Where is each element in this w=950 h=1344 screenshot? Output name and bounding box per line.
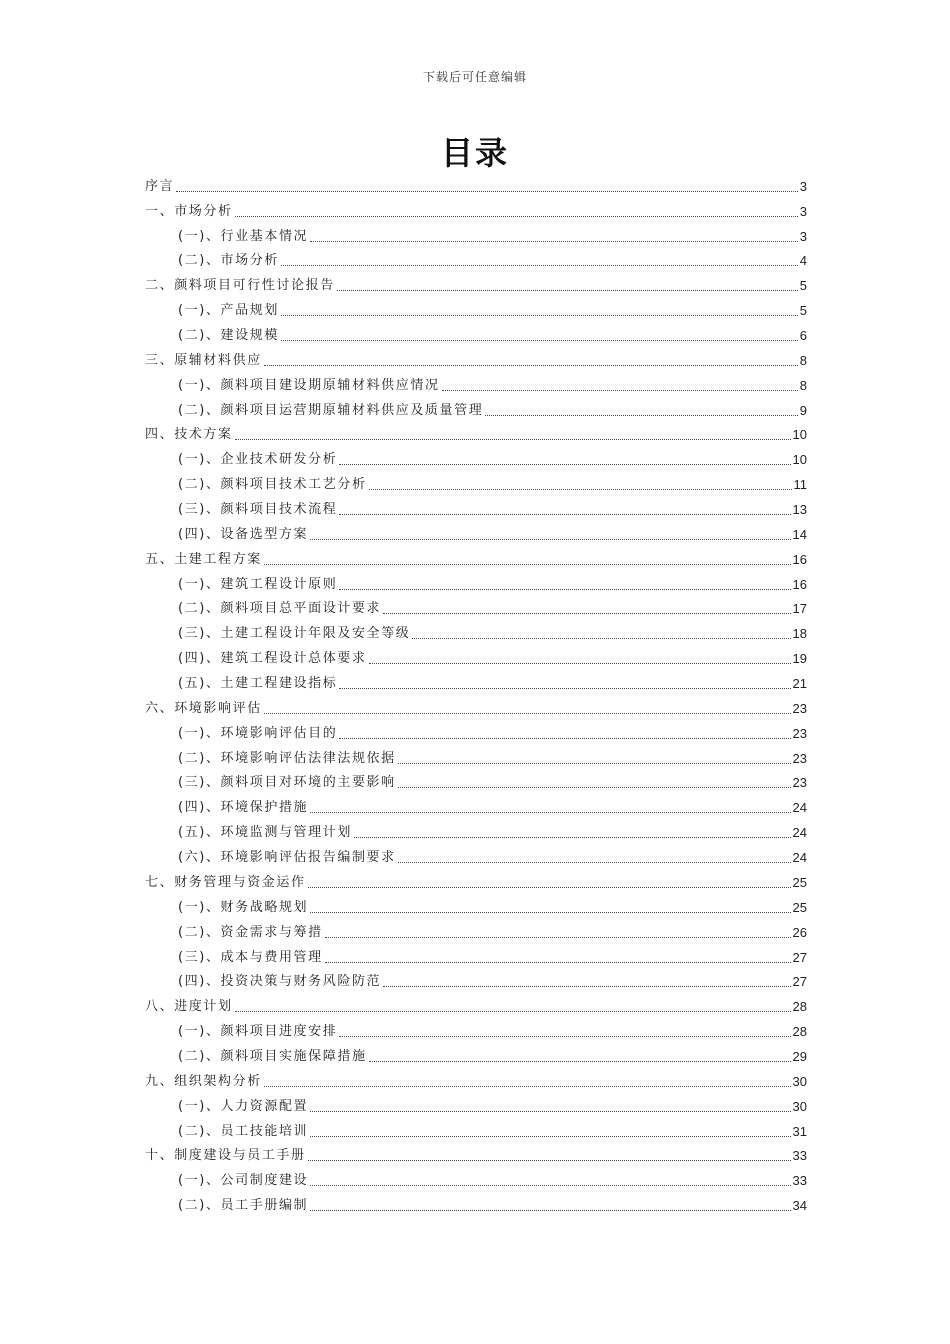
toc-entry-text: 九、组织架构分析 [145, 1073, 262, 1089]
toc-section-entry[interactable] [145, 472, 807, 497]
toc-page-number: 6 [799, 328, 807, 344]
toc-dot-leader [264, 364, 798, 366]
toc-dot-leader [398, 762, 791, 764]
toc-section-entry[interactable] [145, 920, 807, 945]
toc-dot-leader [310, 1135, 790, 1137]
toc-chapter-entry[interactable] [145, 547, 807, 572]
toc-dot-leader [310, 911, 790, 913]
toc-page-number: 19 [792, 651, 807, 667]
toc-entry-text: (二)、颜料项目运营期原辅材料供应及质量管理 [178, 402, 484, 418]
toc-page-number: 10 [792, 427, 807, 443]
toc-page-number: 29 [792, 1048, 807, 1064]
toc-entry-text: (五)、环境监测与管理计划 [178, 825, 352, 841]
toc-entry-text: 四、技术方案 [145, 427, 233, 443]
toc-section-entry[interactable] [145, 1168, 807, 1193]
toc-page-number: 18 [792, 626, 807, 642]
toc-section-entry[interactable] [145, 224, 807, 249]
toc-chapter-entry[interactable] [145, 423, 807, 448]
toc-entry-text: (五)、土建工程建设指标 [178, 676, 338, 692]
toc-dot-leader [383, 612, 790, 614]
toc-page-number: 23 [792, 750, 807, 766]
toc-page-number: 8 [799, 377, 807, 393]
toc-entry-text: (二)、建设规模 [178, 328, 279, 344]
toc-page-number: 13 [792, 502, 807, 518]
toc-chapter-entry[interactable] [145, 273, 807, 298]
toc-dot-leader [337, 289, 798, 291]
toc-page-number: 10 [792, 452, 807, 468]
toc-entry-text: (四)、设备选型方案 [178, 526, 309, 542]
toc-section-entry[interactable] [145, 1094, 807, 1119]
toc-page-number: 30 [792, 1098, 807, 1114]
toc-list [145, 174, 807, 1218]
toc-entry-text: (二)、员工手册编制 [178, 1198, 309, 1214]
toc-section-entry[interactable] [145, 373, 807, 398]
toc-entry-text: (四)、环境保护措施 [178, 800, 309, 816]
toc-dot-leader [176, 190, 798, 192]
toc-section-entry[interactable] [145, 746, 807, 771]
toc-entry-text: 七、财务管理与资金运作 [145, 874, 306, 890]
toc-section-entry[interactable] [145, 447, 807, 472]
toc-entry-text: (二)、资金需求与筹措 [178, 924, 323, 940]
toc-chapter-entry[interactable] [145, 870, 807, 895]
toc-page-number: 4 [799, 253, 807, 269]
toc-entry-text: (一)、颜料项目建设期原辅材料供应情况 [178, 377, 440, 393]
toc-dot-leader [235, 438, 791, 440]
toc-dot-leader [339, 463, 790, 465]
toc-entry-text: (四)、建筑工程设计总体要求 [178, 651, 367, 667]
toc-page-number: 27 [792, 949, 807, 965]
toc-entry-text: 六、环境影响评估 [145, 700, 262, 716]
toc-entry-text: (二)、颜料项目实施保障措施 [178, 1048, 367, 1064]
toc-page-number: 25 [792, 899, 807, 915]
toc-page-number: 5 [799, 278, 807, 294]
toc-page-number: 3 [799, 203, 807, 219]
toc-entry-text: 十、制度建设与员工手册 [145, 1148, 306, 1164]
toc-entry-text: (一)、公司制度建设 [178, 1173, 309, 1189]
toc-section-entry[interactable] [145, 522, 807, 547]
toc-page-number: 11 [793, 477, 807, 493]
toc-chapter-entry[interactable] [145, 696, 807, 721]
toc-dot-leader [339, 1035, 790, 1037]
toc-section-entry[interactable] [145, 845, 807, 870]
toc-page-number: 24 [792, 850, 807, 866]
toc-dot-leader [398, 786, 791, 788]
toc-dot-leader [310, 1209, 790, 1211]
toc-entry-text: (三)、颜料项目技术流程 [178, 502, 338, 518]
toc-section-entry[interactable] [145, 945, 807, 970]
toc-chapter-entry[interactable] [145, 348, 807, 373]
toc-dot-leader [339, 588, 790, 590]
toc-dot-leader [264, 712, 791, 714]
toc-section-entry[interactable] [145, 1193, 807, 1218]
toc-entry-text: (三)、成本与费用管理 [178, 949, 323, 965]
toc-title: 目录 [440, 134, 509, 172]
toc-section-entry[interactable] [145, 323, 807, 348]
toc-dot-leader [383, 985, 790, 987]
toc-dot-leader [369, 1060, 791, 1062]
toc-entry-text: (一)、建筑工程设计原则 [178, 576, 338, 592]
toc-entry-text: 三、原辅材料供应 [145, 352, 262, 368]
toc-page-number: 23 [792, 775, 807, 791]
toc-page-number: 3 [799, 178, 807, 194]
toc-section-entry[interactable] [145, 497, 807, 522]
toc-section-entry[interactable] [145, 771, 807, 796]
toc-entry-text: (四)、投资决策与财务风险防范 [178, 974, 382, 990]
toc-entry-text: (三)、土建工程设计年限及安全等级 [178, 626, 411, 642]
toc-entry-text: (二)、市场分析 [178, 253, 279, 269]
toc-page-number: 5 [799, 303, 807, 319]
toc-dot-leader [339, 513, 790, 515]
toc-dot-leader [264, 1085, 791, 1087]
toc-page-number: 16 [792, 551, 807, 567]
toc-page-number: 25 [792, 874, 807, 890]
toc-section-entry[interactable] [145, 1019, 807, 1044]
toc-dot-leader [412, 637, 790, 639]
toc-dot-leader [281, 339, 798, 341]
toc-dot-leader [235, 215, 798, 217]
toc-entry-text: 一、市场分析 [145, 203, 233, 219]
toc-section-entry[interactable] [145, 398, 807, 423]
toc-page-number: 34 [792, 1198, 807, 1214]
toc-entry-text: (二)、员工技能培训 [178, 1123, 309, 1139]
toc-section-entry[interactable] [145, 1044, 807, 1069]
toc-dot-leader [325, 961, 791, 963]
toc-page-number: 30 [792, 1073, 807, 1089]
toc-dot-leader [369, 488, 792, 490]
toc-dot-leader [339, 737, 790, 739]
toc-page-number: 33 [792, 1173, 807, 1189]
toc-entry-text: 序言 [145, 178, 175, 194]
toc-section-entry[interactable] [145, 795, 807, 820]
toc-section-entry[interactable] [145, 721, 807, 746]
toc-chapter-entry[interactable] [145, 1069, 807, 1094]
toc-page-number: 24 [792, 800, 807, 816]
toc-section-entry[interactable] [145, 820, 807, 845]
toc-entry-text: (六)、环境影响评估报告编制要求 [178, 850, 396, 866]
toc-page-number: 31 [792, 1123, 807, 1139]
toc-page-number: 27 [792, 974, 807, 990]
toc-entry-text: (一)、企业技术研发分析 [178, 452, 338, 468]
toc-entry-text: (一)、人力资源配置 [178, 1098, 309, 1114]
toc-entry-text: (一)、行业基本情况 [178, 228, 309, 244]
toc-chapter-entry[interactable] [145, 174, 807, 199]
toc-dot-leader [235, 1010, 791, 1012]
toc-page-number: 16 [792, 576, 807, 592]
toc-dot-leader [281, 264, 798, 266]
toc-dot-leader [354, 836, 791, 838]
toc-page-number: 33 [792, 1148, 807, 1164]
toc-section-entry[interactable] [145, 572, 807, 597]
toc-entry-text: (二)、颜料项目总平面设计要求 [178, 601, 382, 617]
toc-page-number: 26 [792, 924, 807, 940]
toc-dot-leader [308, 1159, 791, 1161]
toc-chapter-entry[interactable] [145, 1144, 807, 1169]
toc-dot-leader [264, 563, 791, 565]
toc-page-number: 17 [792, 601, 807, 617]
toc-entry-text: (一)、财务战略规划 [178, 899, 309, 915]
toc-page-number: 28 [792, 1024, 807, 1040]
toc-page-number: 14 [792, 526, 807, 542]
toc-section-entry[interactable] [145, 895, 807, 920]
toc-entry-text: (一)、产品规划 [178, 303, 279, 319]
toc-entry-text: (三)、颜料项目对环境的主要影响 [178, 775, 396, 791]
toc-entry-text: 八、进度计划 [145, 999, 233, 1015]
toc-entry-text: (二)、颜料项目技术工艺分析 [178, 477, 367, 493]
toc-section-entry[interactable] [145, 970, 807, 995]
toc-dot-leader [325, 936, 791, 938]
toc-dot-leader [442, 389, 798, 391]
toc-dot-leader [310, 1184, 790, 1186]
toc-section-entry[interactable] [145, 597, 807, 622]
toc-section-entry[interactable] [145, 1119, 807, 1144]
toc-dot-leader [310, 1110, 790, 1112]
toc-page-number: 9 [799, 402, 807, 418]
toc-entry-text: 二、颜料项目可行性讨论报告 [145, 278, 335, 294]
toc-chapter-entry[interactable] [145, 199, 807, 224]
toc-entry-text: (一)、环境影响评估目的 [178, 725, 338, 741]
toc-page-number: 23 [792, 700, 807, 716]
toc-entry-text: 五、土建工程方案 [145, 551, 262, 567]
toc-dot-leader [310, 538, 790, 540]
toc-page-number: 28 [792, 999, 807, 1015]
toc-dot-leader [485, 414, 797, 416]
toc-page-number: 3 [799, 228, 807, 244]
toc-dot-leader [339, 687, 790, 689]
toc-page-number: 24 [792, 825, 807, 841]
toc-dot-leader [369, 662, 791, 664]
header-note: 下载后可任意编辑 [422, 70, 527, 84]
toc-dot-leader [310, 811, 790, 813]
toc-entry-text: (一)、颜料项目进度安排 [178, 1024, 338, 1040]
toc-section-entry[interactable] [145, 298, 807, 323]
toc-page-number: 23 [792, 725, 807, 741]
toc-dot-leader [281, 314, 798, 316]
toc-section-entry[interactable] [145, 249, 807, 274]
toc-section-entry[interactable] [145, 646, 807, 671]
toc-chapter-entry[interactable] [145, 994, 807, 1019]
toc-dot-leader [308, 886, 791, 888]
toc-page-number: 8 [799, 352, 807, 368]
toc-entry-text: (二)、环境影响评估法律法规依据 [178, 750, 396, 766]
toc-section-entry[interactable] [145, 621, 807, 646]
toc-section-entry[interactable] [145, 671, 807, 696]
toc-dot-leader [398, 861, 791, 863]
toc-dot-leader [310, 240, 798, 242]
toc-page-number: 21 [792, 676, 807, 692]
